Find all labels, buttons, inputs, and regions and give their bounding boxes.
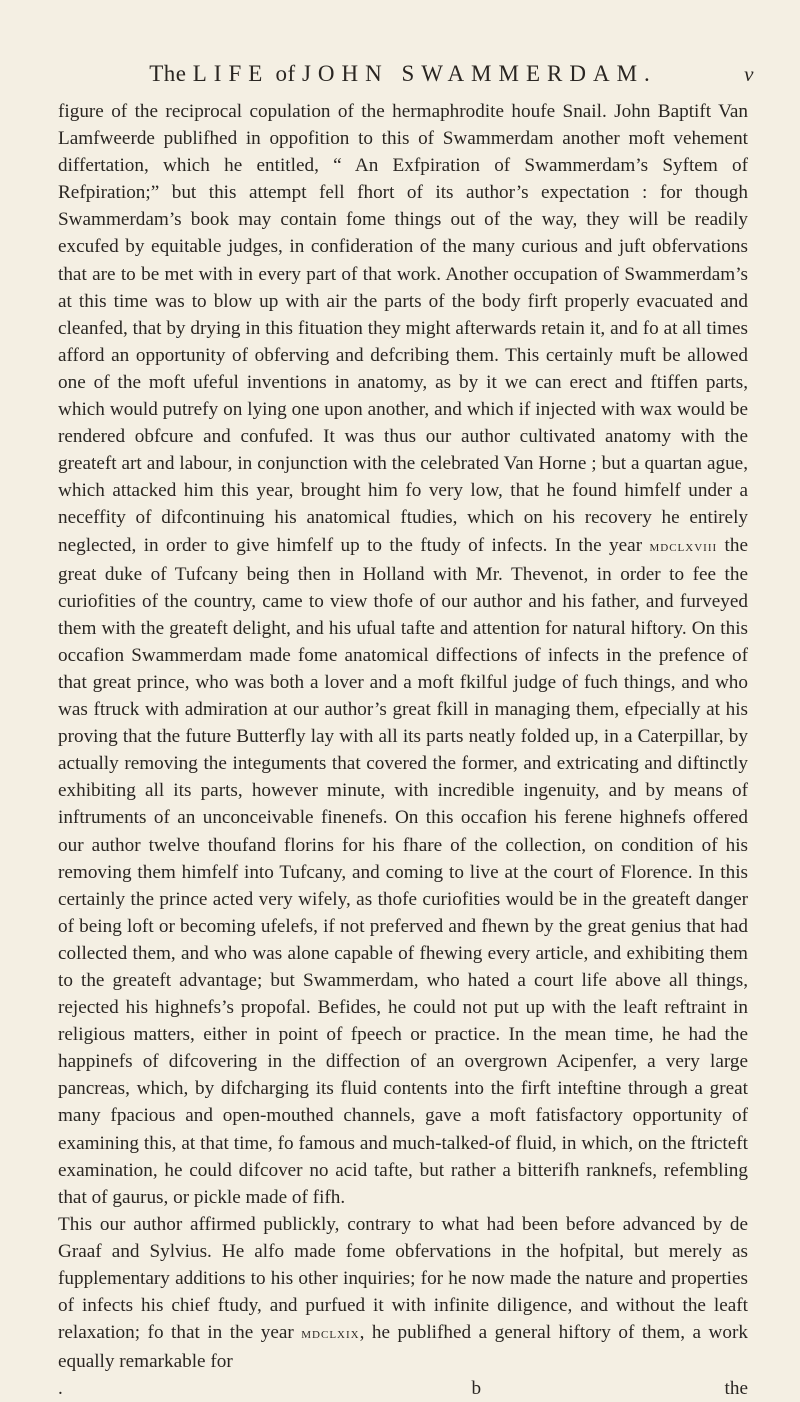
year-numeral: mdclxix: [301, 1326, 360, 1343]
body-text: [58, 98, 748, 1375]
paragraph-text: figure of the reciprocal copulation of the hermaphrodite houfe Snail. John Baptift Van Lamfweerde publifhed in oppofition to this of Swammerdam another moft vehement differtation, which he entitled, “ An Exfpiration of Swammerdam’s Syftem of Refpiration;” but this attempt fell fhort of its author’s expectation : for though Swammerdam’s book may contain fome things out of the way, they will be readily excufed by equitable judges, in confideration of the many curious and juft obfervations that are to be met with in every part of that work. Another occupation of Swammerdam’s at this time was to blow up with air the parts of the body firft properly evacuated and cleanfed, that by drying in this fituation they might afterwards retain it, and fo at all times afford an opportunity of obferving and defcribing them. This certainly muft be allowed one of the moft ufeful inventions in anatomy, as by it we can erect and ftiffen parts, which would putrefy on lying one upon another, and which if injected with wax would be rendered obfcure and confufed. It was thus our author cultivated anatomy with the greateft art and labour, in conjunction with the celebrated Van Horne ; but a quartan ague, which attacked him this year, brought him fo very low, that he found himfelf under a neceffity of difcontinuing his anatomical ftudies, which on his recovery he entirely neglected, in order to give himfelf up to the ftudy of infects. In the year: [58, 101, 748, 556]
running-head-name: JOHN SWAMMERDAM.: [301, 61, 657, 86]
paragraph-text: , he publifhed a general hiftory of them, a work equally remarkable for: [58, 1322, 748, 1373]
catchword: the: [724, 1378, 748, 1400]
page-number: v: [744, 62, 754, 86]
running-head-life: LIFE: [192, 61, 270, 86]
running-head: [58, 58, 754, 90]
paragraph: [58, 98, 748, 1211]
footer-dot: .: [58, 1378, 63, 1400]
running-head-prefix: The: [149, 61, 187, 86]
signature-mark: b: [471, 1378, 482, 1400]
paragraph-text: This our author affirmed publickly, contrary to what had been before advanced by de Graaf and Sylvius. He alfo made fome obfervations in the hofpital, but merely as fupplementary additions to his other inquiries; for he now made the nature and properties of infects his chief ftudy, and purfued it with infinite diligence, and without the leaft relaxation; fo that in the year: [58, 1213, 748, 1344]
running-head-of: of: [275, 61, 296, 86]
year-numeral: mdclxviii: [649, 538, 718, 555]
paragraph: [58, 1211, 748, 1376]
page-footer: [58, 1375, 748, 1402]
paragraph-text: the great duke of Tufcany being then in Holland with Mr. Thevenot, in order to fee the curiofities of the country, came to view thofe of our author and his father, and furveyed them with the greateft delight, and his ufual tafte and attention for natural hiftory. On this occafion Swammerdam made fome anatomical diffections of infects in the prefence of that great prince, who was both a lover and a moft fkilful judge of fuch things, and who was ftruck with admiration at our author’s great fkill in managing them, efpecially at his proving that the future Butterfly lay with all its parts neatly folded up, in a Caterpillar, by actually removing the integuments that covered the former, and extricating and diftinctly exhibiting all its parts, however minute, with incredible ingenuity, and by means of inftruments of an unconceivable finenefs. On this occafion his ferene highnefs offered our author twelve thoufand florins for his fhare of the collection, on condition of his removing them himfelf into Tufcany, and coming to live at the court of Florence. In this certainly the prince acted very wifely, as thofe curiofities would be in the greateft danger of being loft or becoming ufelefs, if not preferved and fhewn by the great genius that had collected them, and who was alone capable of fhewing every article, and exhibiting them to the greateft advantage; but Swammerdam, who hated a court life above all things, rejected his highnefs’s propofal. Befides, he could not put up with the leaft reftraint in religious matters, either in point of fpeech or practice. In the mean time, he had the happinefs of difcovering in the diffection of an overgrown Acipenfer, a very large pancreas, which, by difcharging its fluid contents into the firft inteftine through a great many fpacious and open-mouthed channels, gave a moft fatisfactory opportunity of examining this, at that time, fo famous and much-talked-of fluid, in which, on the ftricteft examination, he could difcover no acid tafte, but rather a bitterifh ranknefs, refembling that of gaurus, or pickle made of fifh.: [58, 534, 748, 1208]
